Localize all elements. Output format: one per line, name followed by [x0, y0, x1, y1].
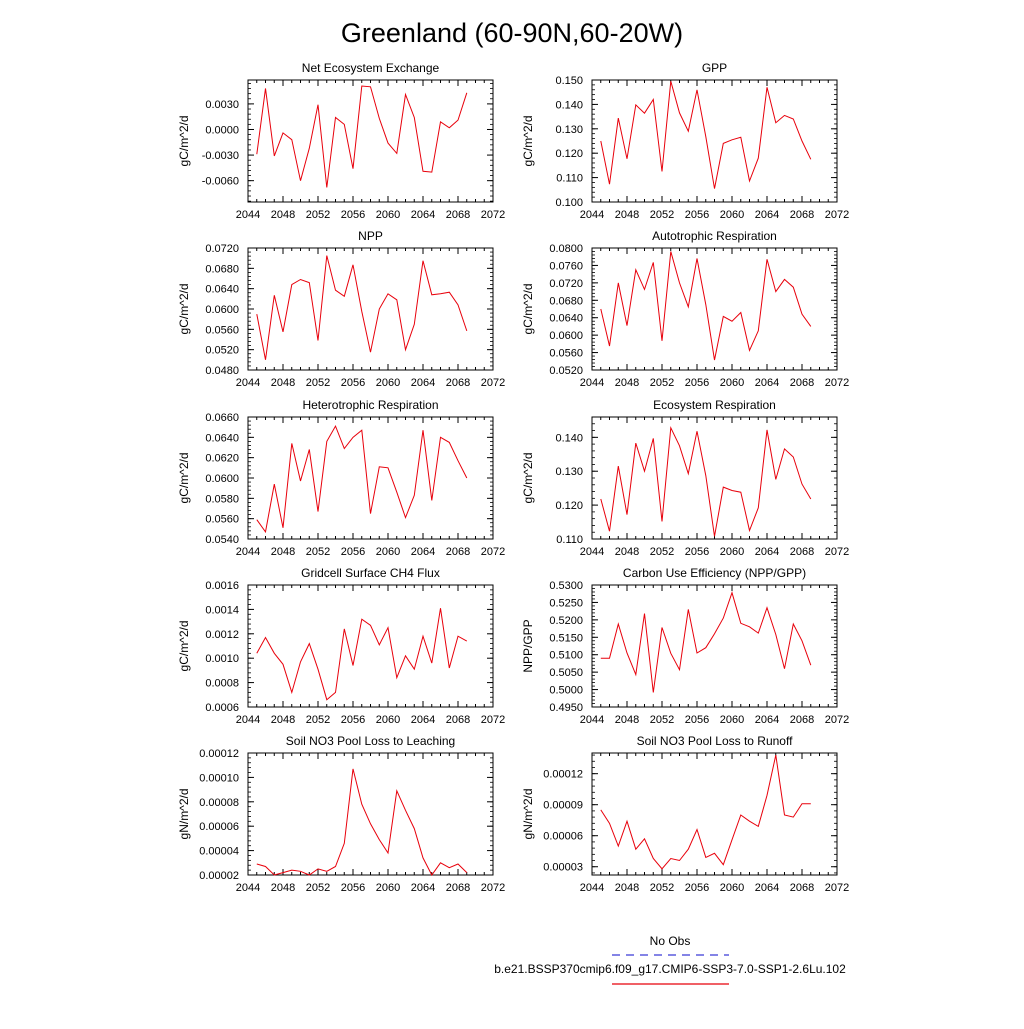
x-tick-label: 2060	[719, 714, 745, 726]
y-tick-label: 0.140	[555, 432, 583, 445]
panel-title: Autotrophic Respiration	[652, 229, 777, 243]
x-tick-label: 2064	[410, 209, 436, 221]
plot-frame	[592, 753, 837, 875]
x-tick-label: 2068	[789, 209, 815, 221]
x-tick-label: 2048	[270, 209, 296, 221]
x-tick-label: 2044	[235, 882, 261, 894]
x-tick-label: 2052	[649, 714, 675, 726]
x-tick-label: 2072	[480, 377, 506, 389]
y-tick-label: 0.0008	[205, 677, 239, 690]
x-tick-label: 2048	[270, 546, 296, 558]
y-tick-label: 0.5300	[549, 580, 583, 592]
x-tick-label: 2044	[579, 546, 605, 558]
panel-4	[521, 229, 849, 389]
x-tick-label: 2048	[614, 377, 640, 389]
y-tick-label: 0.0640	[549, 312, 583, 325]
y-tick-label: 0.0016	[205, 580, 239, 592]
x-tick-label: 2056	[340, 377, 366, 389]
y-tick-label: 0.00004	[199, 845, 239, 858]
y-tick-label: 0.5100	[549, 649, 583, 662]
y-tick-label: 0.0480	[205, 365, 239, 377]
x-tick-label: 2064	[754, 546, 780, 558]
x-tick-label: 2072	[824, 882, 850, 894]
x-tick-label: 2044	[579, 882, 605, 894]
y-tick-label: 0.0600	[205, 473, 239, 485]
y-tick-label: 0.0560	[549, 347, 583, 360]
x-tick-label: 2072	[824, 209, 850, 221]
y-tick-label: 0.150	[555, 75, 583, 87]
series-line	[257, 86, 467, 188]
plot-frame	[248, 80, 493, 202]
x-tick-label: 2060	[375, 377, 401, 389]
x-tick-label: 2056	[340, 209, 366, 221]
y-axis-label: gC/m^2/d	[521, 115, 535, 167]
x-tick-label: 2072	[824, 377, 850, 389]
plot-frame	[592, 585, 837, 707]
x-tick-label: 2064	[754, 882, 780, 894]
y-tick-label: 0.00002	[199, 870, 239, 882]
y-tick-label: 0.0680	[549, 295, 583, 308]
panel-7	[177, 566, 505, 726]
x-tick-label: 2064	[754, 714, 780, 726]
panel-9	[177, 734, 505, 894]
panel-title: Heterotrophic Respiration	[302, 398, 439, 412]
y-tick-label: 0.0600	[205, 304, 239, 316]
x-tick-label: 2060	[375, 714, 401, 726]
x-tick-label: 2060	[375, 546, 401, 558]
x-tick-label: 2044	[235, 209, 261, 221]
y-tick-label: 0.120	[555, 148, 583, 161]
x-tick-label: 2064	[410, 377, 436, 389]
x-tick-label: 2044	[235, 546, 261, 558]
y-tick-label: 0.140	[555, 99, 583, 112]
y-tick-label: 0.00006	[199, 821, 239, 834]
y-tick-label: 0.5000	[549, 684, 583, 697]
x-tick-label: 2056	[684, 546, 710, 558]
y-tick-label: 0.110	[556, 534, 583, 546]
panel-title: Soil NO3 Pool Loss to Leaching	[285, 734, 456, 748]
y-tick-label: 0.0010	[205, 653, 239, 666]
y-axis-label: gC/m^2/d	[521, 283, 535, 335]
y-tick-label: 0.0600	[549, 330, 583, 343]
y-tick-label: 0.00009	[543, 799, 583, 812]
y-tick-label: 0.0640	[205, 432, 239, 445]
y-tick-label: 0.5150	[549, 632, 583, 645]
x-tick-label: 2048	[614, 882, 640, 894]
x-tick-label: 2056	[340, 882, 366, 894]
series-line	[257, 426, 467, 532]
x-tick-label: 2068	[445, 209, 471, 221]
plot-frame	[248, 417, 493, 539]
x-tick-label: 2052	[649, 882, 675, 894]
x-tick-label: 2048	[270, 882, 296, 894]
series-line	[257, 256, 467, 360]
x-tick-label: 2056	[684, 377, 710, 389]
y-tick-label: 0.0720	[549, 277, 583, 290]
legend	[494, 934, 846, 984]
x-tick-label: 2048	[270, 377, 296, 389]
x-tick-label: 2048	[614, 209, 640, 221]
x-tick-label: 2072	[824, 546, 850, 558]
y-tick-label: 0.0520	[205, 344, 239, 357]
x-tick-label: 2052	[305, 714, 331, 726]
panel-5	[177, 398, 505, 558]
series-line	[601, 755, 811, 869]
y-tick-label: 0.0720	[205, 243, 239, 255]
plot-frame	[248, 585, 493, 707]
x-tick-label: 2064	[410, 546, 436, 558]
y-tick-label: 0.0520	[549, 365, 583, 377]
x-tick-label: 2048	[614, 546, 640, 558]
x-tick-label: 2052	[305, 209, 331, 221]
y-tick-label: 0.0560	[205, 513, 239, 526]
y-tick-label: 0.5200	[549, 614, 583, 627]
x-tick-label: 2044	[579, 714, 605, 726]
x-tick-label: 2060	[719, 209, 745, 221]
y-tick-label: 0.4950	[549, 702, 583, 714]
y-tick-label: 0.00003	[543, 861, 583, 874]
panel-title: Carbon Use Efficiency (NPP/GPP)	[622, 566, 807, 580]
x-tick-label: 2072	[480, 209, 506, 221]
panel-3	[177, 229, 505, 389]
x-tick-label: 2044	[235, 714, 261, 726]
x-tick-label: 2072	[480, 882, 506, 894]
x-tick-label: 2048	[270, 714, 296, 726]
figure-title: Greenland (60-90N,60-20W)	[340, 18, 684, 48]
x-tick-label: 2056	[340, 714, 366, 726]
x-tick-label: 2060	[719, 546, 745, 558]
series-line	[257, 769, 467, 875]
panel-title: NPP	[358, 229, 383, 243]
y-tick-label: 0.120	[555, 500, 583, 513]
y-axis-label: gC/m^2/d	[177, 283, 191, 335]
y-tick-label: 0.5250	[549, 597, 583, 610]
plot-frame	[592, 80, 837, 202]
y-tick-label: 0.0540	[205, 534, 239, 546]
y-tick-label: 0.0000	[205, 124, 239, 137]
series-line	[257, 608, 467, 700]
x-tick-label: 2072	[480, 714, 506, 726]
panel-10	[521, 734, 849, 894]
x-tick-label: 2052	[649, 209, 675, 221]
y-axis-label: gC/m^2/d	[177, 620, 191, 672]
x-tick-label: 2052	[305, 377, 331, 389]
x-tick-label: 2068	[445, 546, 471, 558]
panel-1	[177, 61, 505, 221]
x-tick-label: 2044	[579, 377, 605, 389]
y-tick-label: 0.00008	[199, 796, 239, 809]
x-tick-label: 2052	[649, 546, 675, 558]
series-line	[601, 81, 811, 188]
x-tick-label: 2052	[305, 882, 331, 894]
x-tick-label: 2056	[340, 546, 366, 558]
y-axis-label: NPP/GPP	[521, 619, 535, 673]
y-tick-label: 0.5050	[549, 667, 583, 680]
x-tick-label: 2044	[579, 209, 605, 221]
x-tick-label: 2052	[649, 377, 675, 389]
y-tick-label: 0.0680	[205, 263, 239, 276]
y-tick-label: 0.0760	[549, 260, 583, 273]
x-tick-label: 2060	[375, 209, 401, 221]
y-tick-label: 0.0030	[205, 98, 239, 111]
panels	[177, 61, 849, 894]
x-tick-label: 2068	[445, 714, 471, 726]
y-tick-label: 0.0560	[205, 324, 239, 337]
y-axis-label: gC/m^2/d	[177, 452, 191, 504]
y-tick-label: 0.0012	[205, 628, 239, 641]
x-tick-label: 2064	[754, 377, 780, 389]
x-tick-label: 2056	[684, 209, 710, 221]
y-axis-label: gN/m^2/d	[521, 788, 535, 840]
plot-frame	[248, 753, 493, 875]
x-tick-label: 2064	[410, 714, 436, 726]
y-tick-label: 0.0800	[549, 243, 583, 255]
y-axis-label: gC/m^2/d	[521, 452, 535, 504]
y-tick-label: -0.0030	[201, 150, 239, 163]
legend-label-obs: No Obs	[649, 934, 691, 948]
panel-title: Gridcell Surface CH4 Flux	[301, 566, 440, 580]
y-tick-label: 0.00010	[199, 772, 239, 785]
x-tick-label: 2056	[684, 882, 710, 894]
x-tick-label: 2060	[719, 882, 745, 894]
x-tick-label: 2068	[789, 546, 815, 558]
y-tick-label: 0.00006	[543, 830, 583, 843]
panel-2	[521, 61, 849, 221]
x-tick-label: 2060	[375, 882, 401, 894]
x-tick-label: 2052	[305, 546, 331, 558]
x-tick-label: 2044	[235, 377, 261, 389]
y-tick-label: 0.130	[555, 123, 583, 136]
panel-title: Soil NO3 Pool Loss to Runoff	[636, 734, 793, 748]
legend-label-model: b.e21.BSSP370cmip6.f09_g17.CMIP6-SSP3-7.0-SSP1-2.6Lu.102	[494, 962, 846, 976]
y-tick-label: 0.0660	[205, 412, 239, 424]
x-tick-label: 2068	[789, 882, 815, 894]
x-tick-label: 2048	[614, 714, 640, 726]
y-tick-label: 0.0640	[205, 283, 239, 296]
x-tick-label: 2068	[789, 714, 815, 726]
y-tick-label: 0.00012	[199, 748, 239, 760]
panel-6	[521, 398, 849, 558]
y-tick-label: 0.0620	[205, 452, 239, 465]
x-tick-label: 2060	[719, 377, 745, 389]
x-tick-label: 2068	[445, 882, 471, 894]
y-axis-label: gN/m^2/d	[177, 788, 191, 840]
panel-title: Ecosystem Respiration	[653, 398, 776, 412]
x-tick-label: 2064	[754, 209, 780, 221]
panel-title: Net Ecosystem Exchange	[301, 61, 440, 75]
y-tick-label: 0.00012	[543, 768, 583, 781]
panel-8	[521, 566, 849, 726]
y-tick-label: 0.130	[555, 466, 583, 479]
x-tick-label: 2064	[410, 882, 436, 894]
y-tick-label: 0.0580	[205, 493, 239, 506]
x-tick-label: 2068	[789, 377, 815, 389]
x-tick-label: 2056	[684, 714, 710, 726]
series-line	[601, 593, 811, 693]
y-tick-label: 0.100	[555, 197, 583, 209]
y-tick-label: 0.0006	[205, 702, 239, 714]
series-line	[601, 428, 811, 537]
x-tick-label: 2068	[445, 377, 471, 389]
panel-title: GPP	[701, 61, 728, 75]
y-tick-label: -0.0060	[201, 175, 239, 188]
y-tick-label: 0.110	[556, 172, 583, 185]
x-tick-label: 2072	[824, 714, 850, 726]
x-tick-label: 2072	[480, 546, 506, 558]
series-line	[601, 252, 811, 361]
y-tick-label: 0.0014	[205, 604, 239, 617]
y-axis-label: gC/m^2/d	[177, 115, 191, 167]
